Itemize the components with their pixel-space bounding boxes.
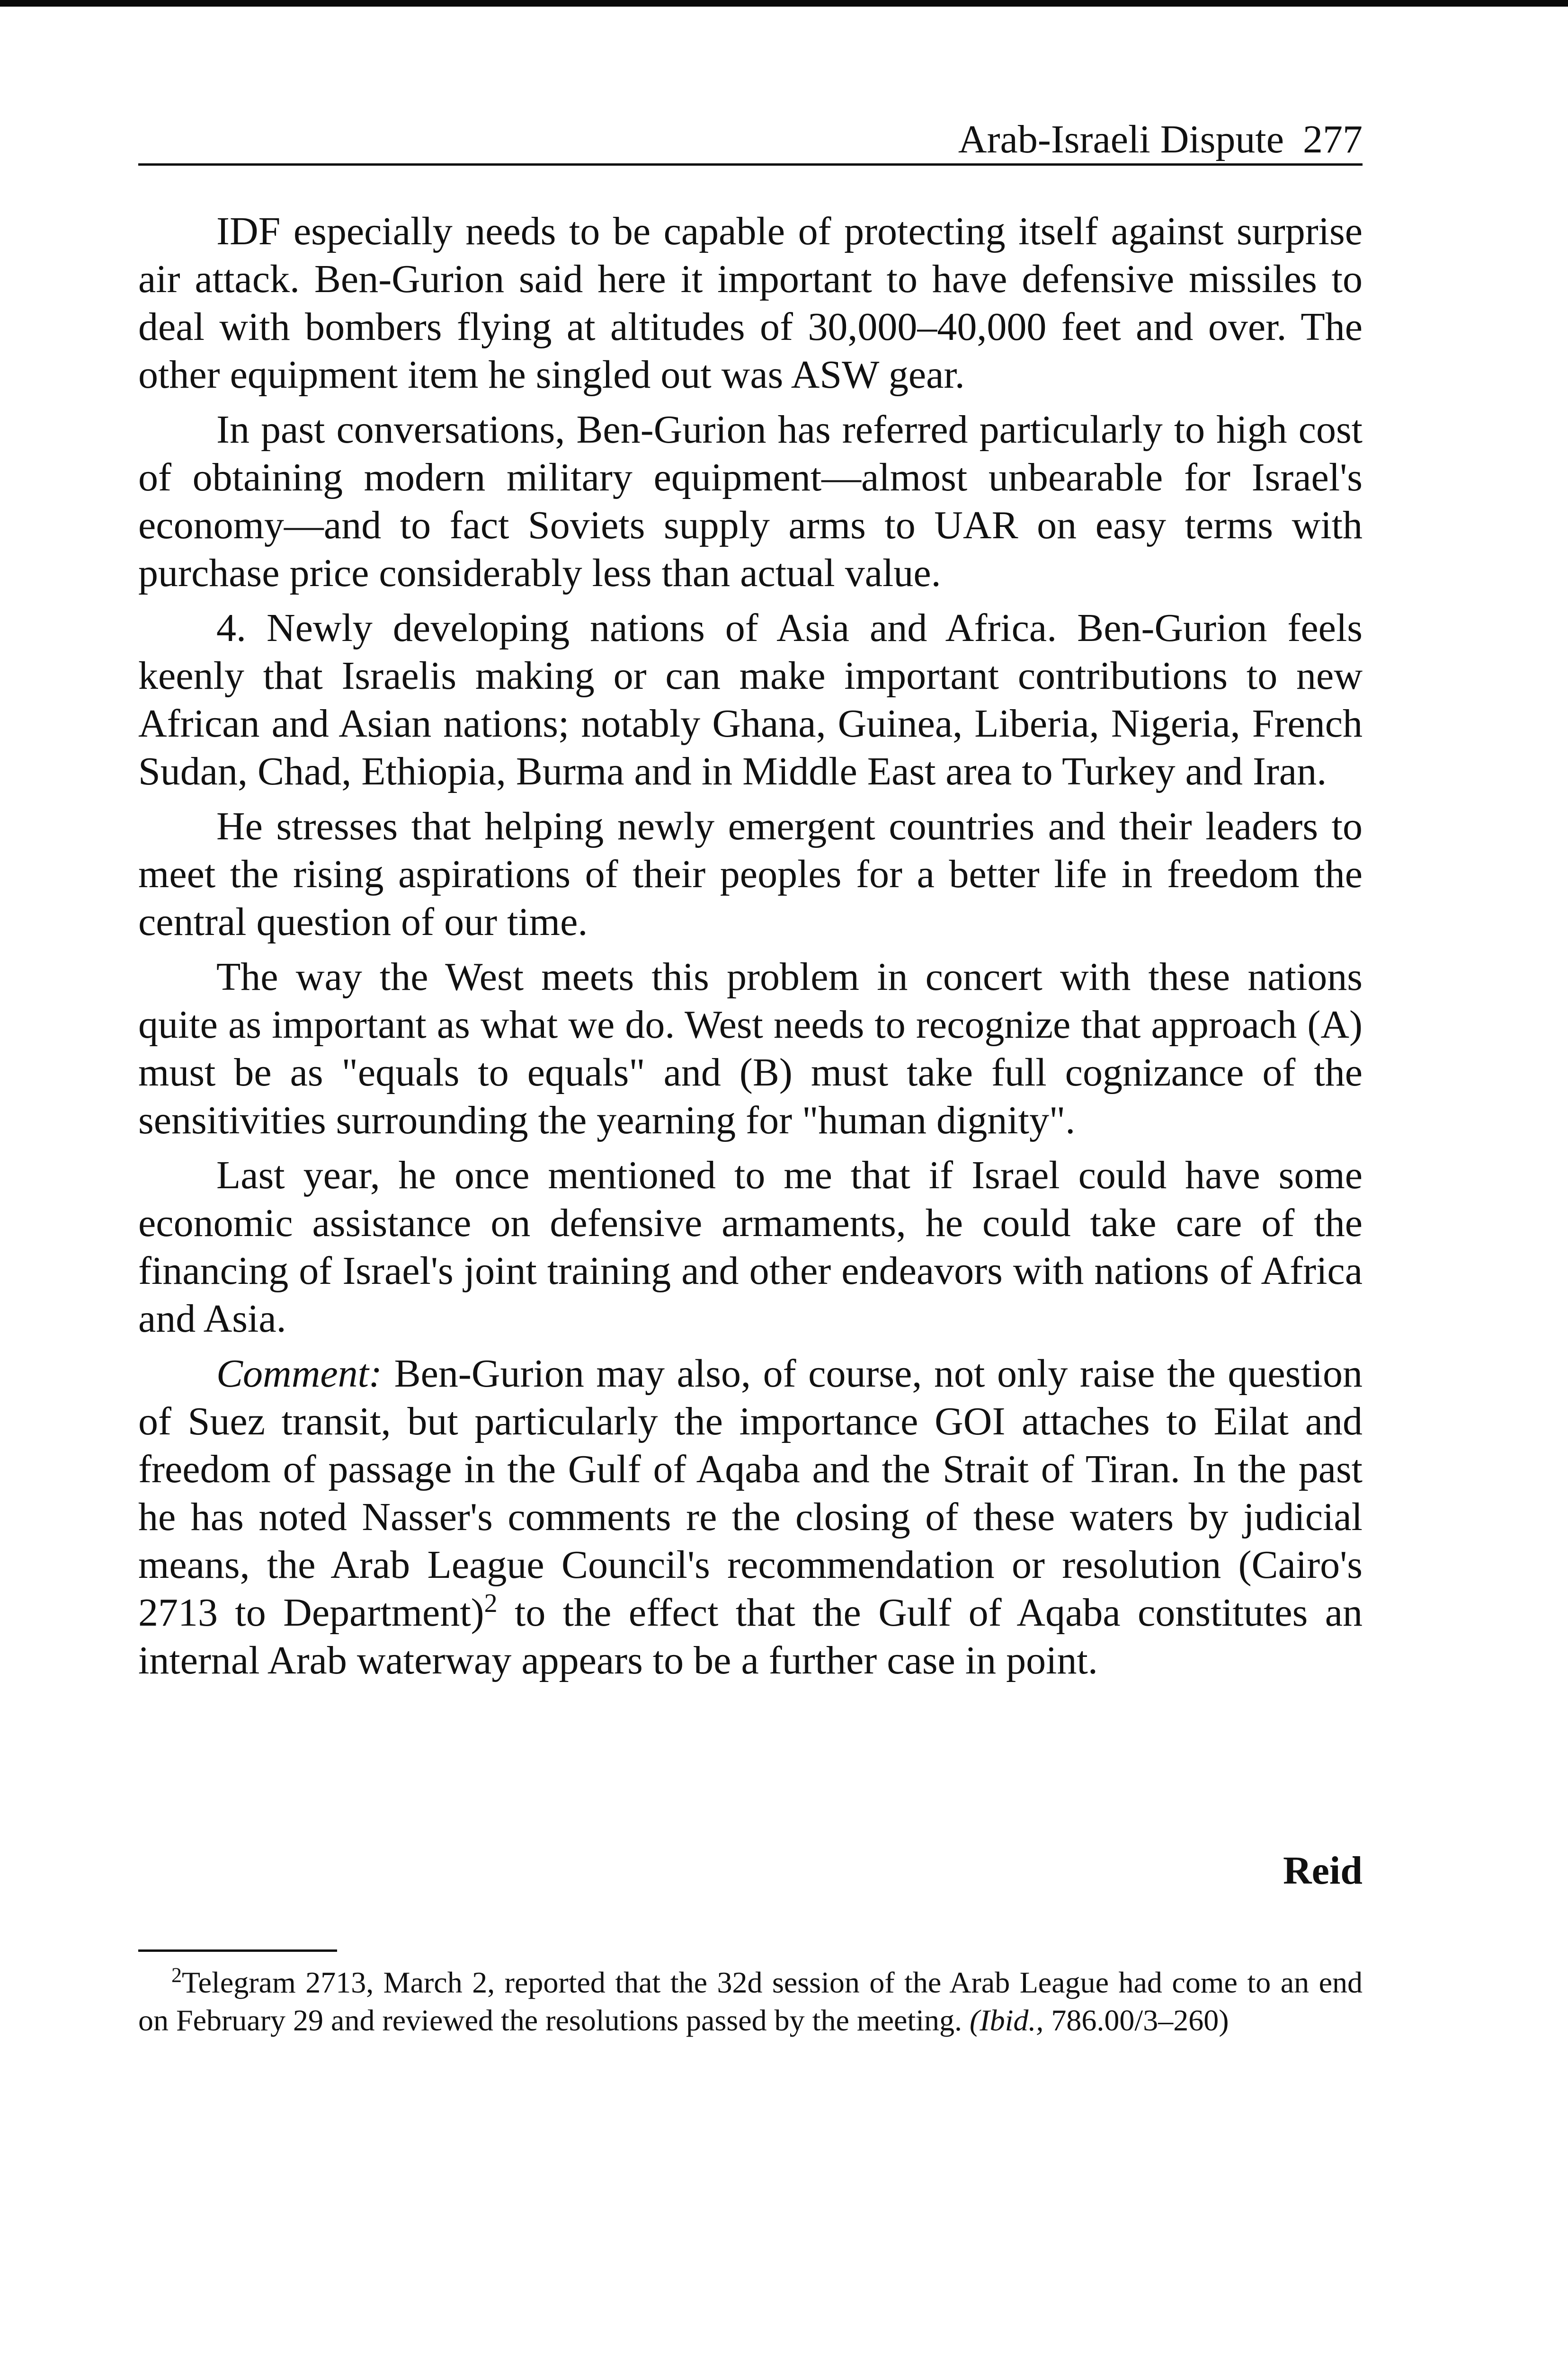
paragraph-7 (138, 1350, 1363, 1684)
top-border (0, 0, 1568, 7)
paragraph-3: 4. Newly developing nations of Asia and Africa. Ben-Gurion feels keenly that Israelis making or can make important contributions to new African and Asian nations; notably Ghana, Guinea, Liberia, Nigeria, French Sudan, Chad, Ethiopia, Burma and in Middle East area to Turkey and Iran. (138, 606, 1363, 793)
footnote-source-ref: 786.00/3–260) (1043, 2003, 1229, 2037)
footnote-source-ibid: (Ibid., (970, 2003, 1044, 2037)
signature: Reid (1283, 1849, 1363, 1893)
page-number: 277 (1303, 117, 1363, 161)
comment-text-a: Ben-Gurion may also, of course, not only raise the question of Suez transit, but particularly the importance GOI attaches to Eilat and freedom of passage in the Gulf of Aqaba and the Strait of Tiran. In the past he has noted Nasser's comments re the closing of these waters by judicial means, the Arab League Council's recommendation or resolution (Cairo's 2713 to Department) (138, 1352, 1363, 1635)
paragraph-1: IDF especially needs to be capable of protecting itself against surprise air attack. Ben-Gurion said here it important to have defensive missiles to deal with bombers flying at altitudes of 30,000–40,000 feet and over. The other equipment item he singled out was ASW gear. (138, 209, 1363, 397)
comment-text-b: to the effect that the Gulf of Aqaba constitutes an internal Arab waterway appears to be a further case in point. (138, 1591, 1363, 1682)
body-text (138, 207, 1363, 1691)
paragraph-5: The way the West meets this problem in concert with these nations quite as important as what we do. West needs to recognize that approach (A) must be as "equals to equals" and (B) must take full cognizance of the sensitivities surrounding the yearning for "human dignity". (138, 955, 1363, 1142)
footnote-rule (138, 1949, 337, 1952)
paragraph-2: In past conversations, Ben-Gurion has referred particularly to high cost of obtaining modern military equipment—almost unbearable for Israel's economy—and to fact Soviets supply arms to UAR on easy terms with purchase price considerably less than actual value. (138, 408, 1363, 595)
footnote-marker: 2 (171, 1963, 182, 1987)
paragraph-6: Last year, he once mentioned to me that if Israel could have some economic assistance on defensive armaments, he could take care of the financing of Israel's joint training and other endeavors with nations of Africa and Asia. (138, 1153, 1363, 1341)
footnote-reference[interactable]: 2 (484, 1589, 498, 1618)
running-head: Arab-Israeli Dispute (958, 117, 1284, 161)
page-header (138, 114, 1363, 166)
paragraph-4: He stresses that helping newly emergent countries and their leaders to meet the rising aspirations of their peoples for a better life in freedom the central question of our time. (138, 804, 1363, 944)
footnote (138, 1964, 1363, 2039)
footnote-text: Telegram 2713, March 2, reported that the 32d session of the Arab League had come to an end on February 29 and reviewed the resolutions passed by the meeting. (138, 1966, 1363, 2037)
comment-label: Comment: (216, 1352, 382, 1396)
